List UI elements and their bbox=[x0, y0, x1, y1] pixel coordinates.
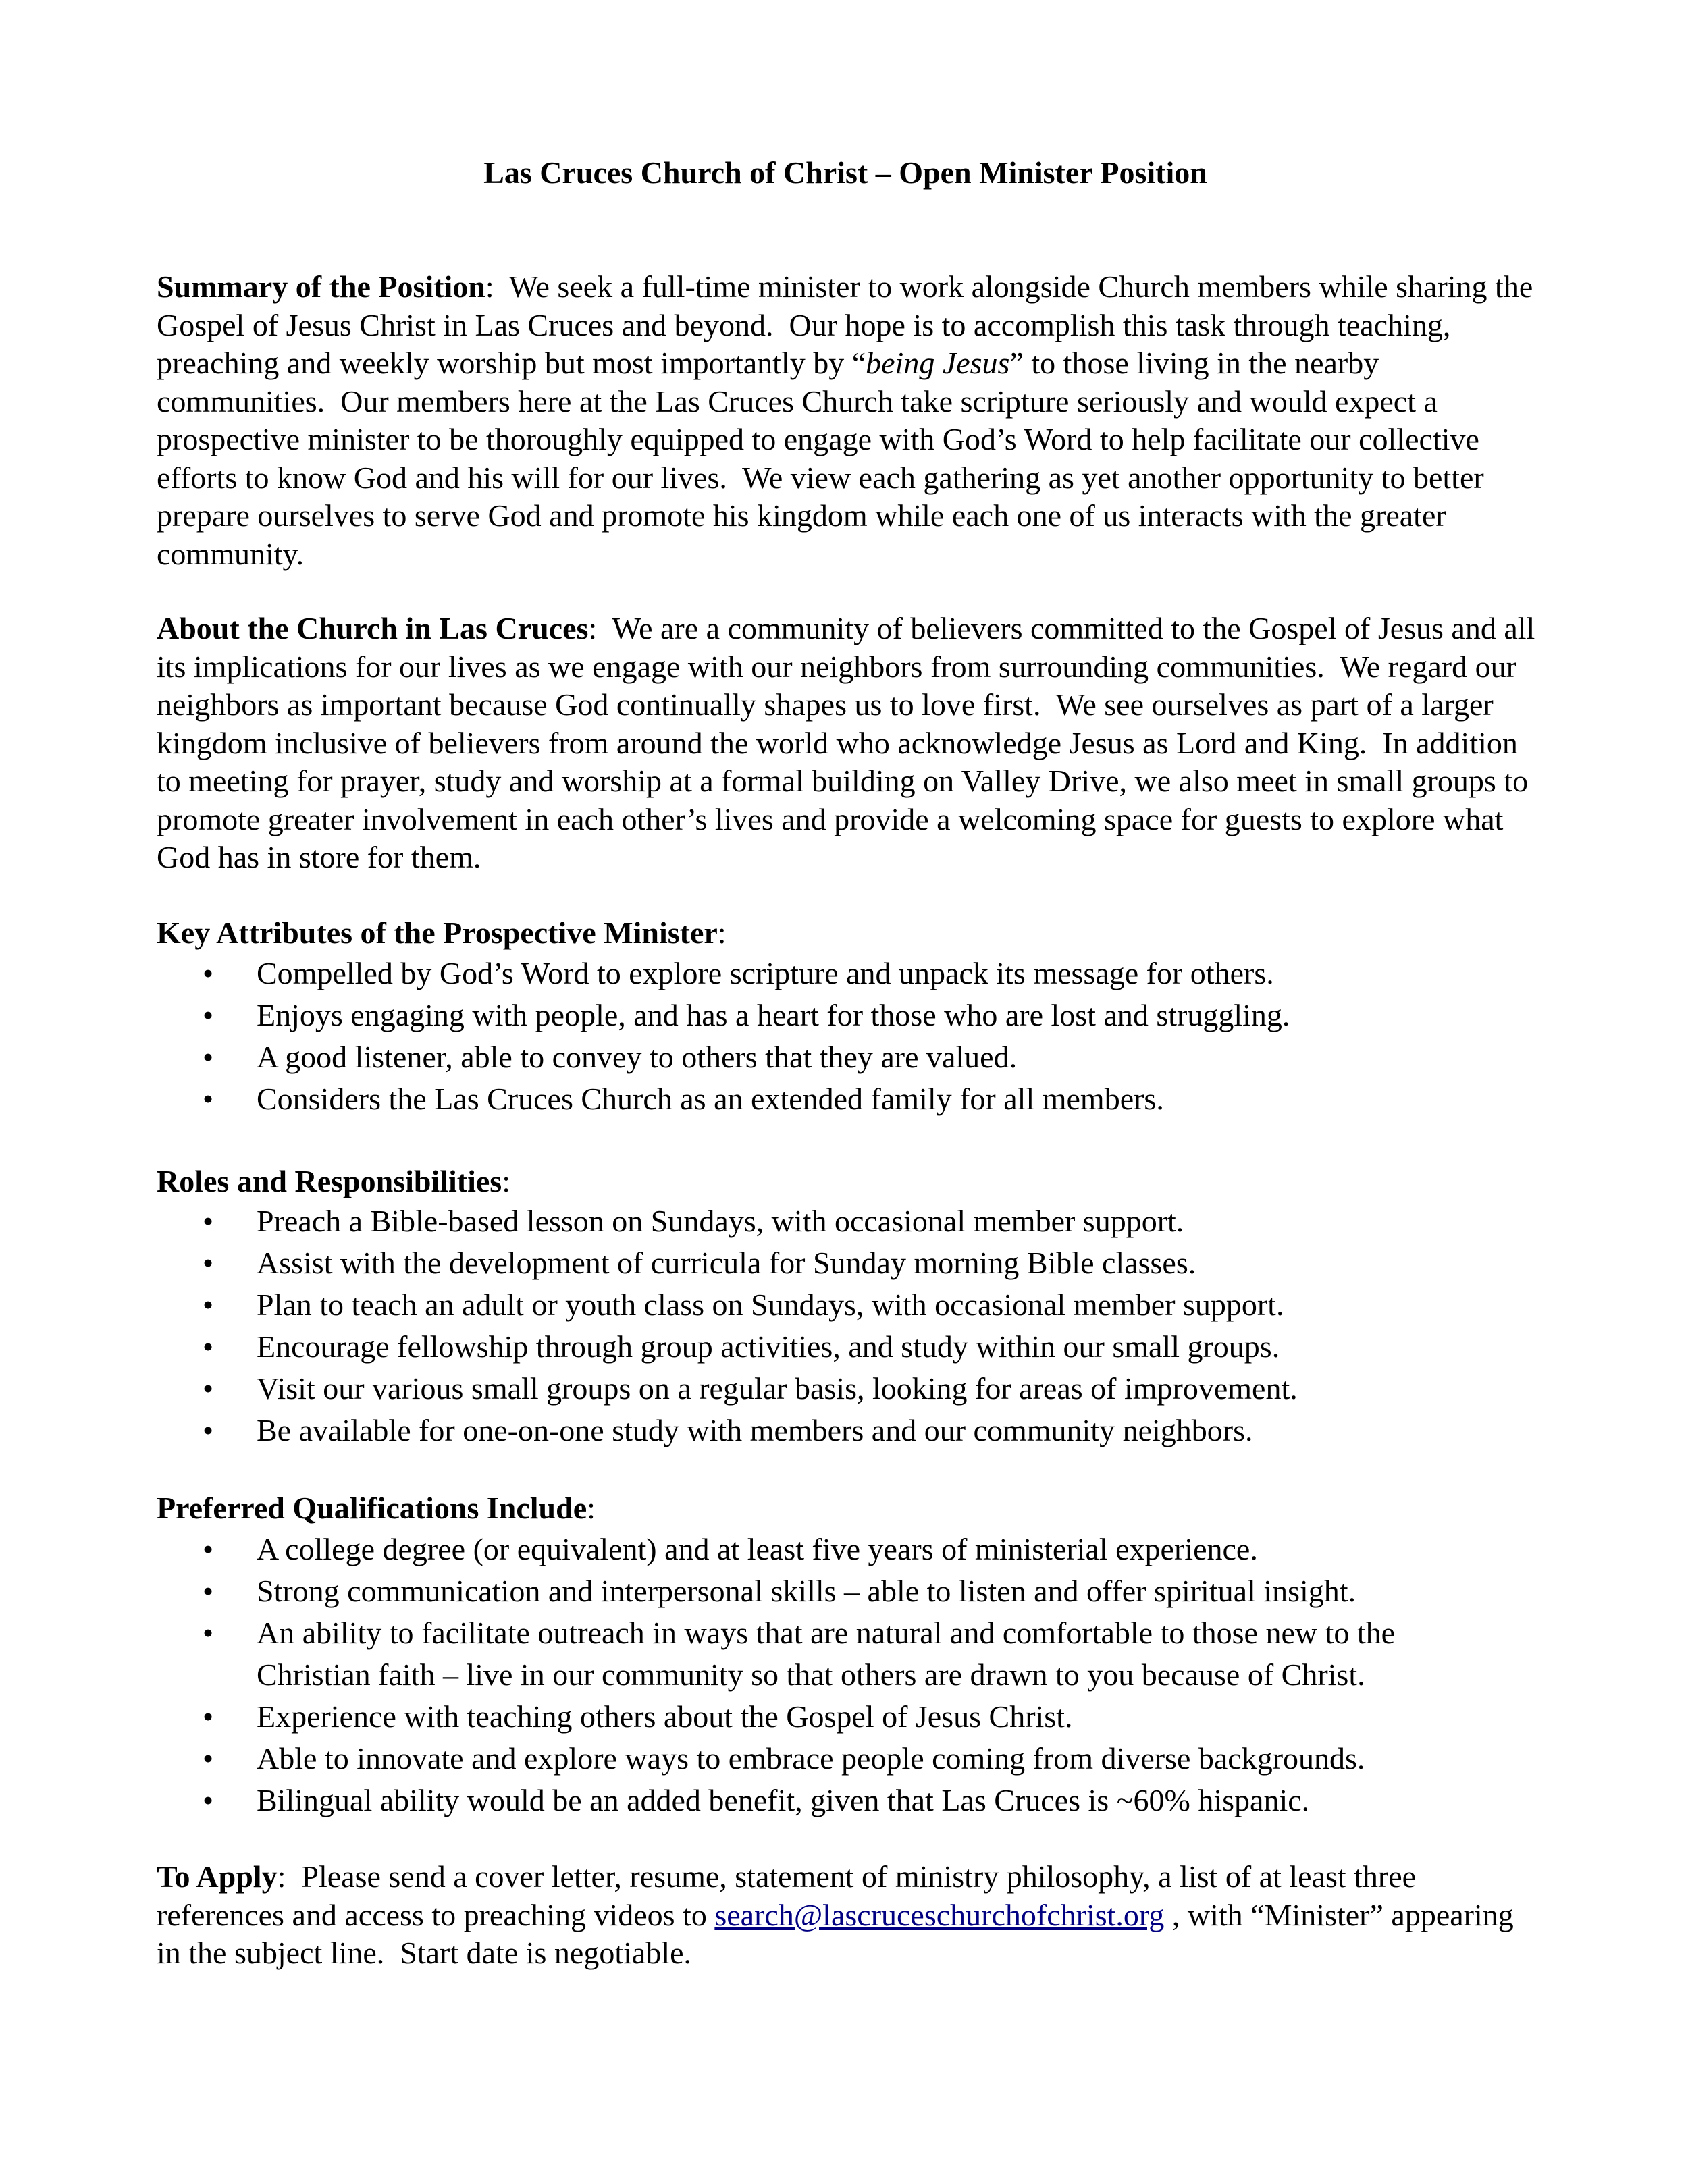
bullet-icon: • bbox=[203, 1082, 214, 1116]
summary-text-before: We seek a full-time minister to work alongside Church members while sharing the Gospel of Jesus Christ in Las Cruces and beyond. Our hope is to accomplish this task through teaching, preaching and weekly worship but most importantly by “ bbox=[157, 269, 1541, 380]
list-item-text: Considers the Las Cruces Church as an extended family for all members. bbox=[257, 1082, 1164, 1116]
bullet-icon: • bbox=[203, 1532, 214, 1566]
list-item-text: A college degree (or equivalent) and at least five years of ministerial experience. bbox=[257, 1532, 1258, 1566]
bullet-icon: • bbox=[203, 998, 214, 1032]
apply-text-before: Please send a cover letter, resume, statement of ministry philosophy, a list of at least three references and access to preaching videos to bbox=[157, 1859, 1424, 1932]
attributes-label: Key Attributes of the Prospective Minister bbox=[157, 915, 718, 950]
list-item-text: Compelled by God’s Word to explore scripture and unpack its message for others. bbox=[257, 956, 1274, 990]
list-item-text: Encourage fellowship through group activities, and study within our small groups. bbox=[257, 1329, 1280, 1364]
list-item-text: An ability to facilitate outreach in ways that are natural and comfortable to those new to the Christian faith – live in our community so that others are drawn to you because of Christ. bbox=[257, 1616, 1403, 1692]
list-item-text: Bilingual ability would be an added benefit, given that Las Cruces is ~60% hispanic. bbox=[257, 1783, 1310, 1817]
roles-colon: : bbox=[502, 1164, 510, 1198]
list-item bbox=[157, 1368, 1541, 1410]
summary-emphasis: being Jesus bbox=[866, 346, 1010, 380]
apply-label: To Apply bbox=[157, 1859, 278, 1894]
attributes-list bbox=[157, 953, 1541, 1120]
list-item-text: Experience with teaching others about the Gospel of Jesus Christ. bbox=[257, 1699, 1073, 1734]
bullet-icon: • bbox=[203, 956, 214, 990]
summary-text-after: ” to those living in the nearby communities. Our members here at the Las Cruces Church take scripture seriously and would expect a prospective minister to be thoroughly equipped to engage with God’s Word to help facilitate our collective efforts to know God and his will for our lives. We view each gathering as yet another opportunity to better prepare ourselves to serve God and promote his kingdom while each one of us interacts with the greater community. bbox=[157, 346, 1492, 571]
list-item-text: Visit our various small groups on a regular basis, looking for areas of improvement. bbox=[257, 1371, 1298, 1406]
list-item bbox=[157, 1410, 1541, 1451]
list-item bbox=[157, 1200, 1541, 1242]
list-item-text: A good listener, able to convey to others that they are valued. bbox=[257, 1040, 1018, 1074]
list-item bbox=[157, 1696, 1541, 1738]
list-item bbox=[157, 994, 1541, 1036]
about-colon: : bbox=[588, 611, 598, 645]
list-item-text: Strong communication and interpersonal skills – able to listen and offer spiritual insight. bbox=[257, 1574, 1356, 1608]
about-label: About the Church in Las Cruces bbox=[157, 611, 589, 645]
list-item bbox=[157, 1528, 1541, 1570]
list-item bbox=[157, 1612, 1541, 1696]
qualifications-heading bbox=[157, 1489, 596, 1527]
list-item-text: Enjoys engaging with people, and has a heart for those who are lost and struggling. bbox=[257, 998, 1290, 1032]
attributes-colon: : bbox=[717, 915, 727, 950]
apply-paragraph bbox=[157, 1858, 1541, 1973]
qualifications-colon: : bbox=[587, 1491, 596, 1525]
bullet-icon: • bbox=[203, 1413, 214, 1447]
list-item-text: Assist with the development of curricula for Sunday morning Bible classes. bbox=[257, 1246, 1196, 1280]
list-item bbox=[157, 1078, 1541, 1120]
list-item bbox=[157, 1242, 1541, 1284]
list-item bbox=[157, 1284, 1541, 1326]
list-item bbox=[157, 1738, 1541, 1780]
attributes-heading bbox=[157, 914, 727, 952]
list-item bbox=[157, 1326, 1541, 1368]
list-item bbox=[157, 1570, 1541, 1612]
bullet-icon: • bbox=[203, 1204, 214, 1238]
email-link[interactable]: search@lascruceschurchofchrist.org bbox=[714, 1897, 1165, 1932]
apply-colon: : bbox=[277, 1859, 286, 1894]
summary-paragraph bbox=[157, 268, 1541, 573]
about-text: We are a community of believers committed to the Gospel of Jesus and all its implications for our lives as we engage with our neighbors from surrounding communities. We regard our neighbors as important because God continually shapes us to love first. We see ourselves as part of a larger kingdom inclusive of believers from around the world who acknowledge Jesus as Lord and King. In addition to meeting for prayer, study and worship at a formal building on Valley Drive, we also meet in small groups to promote greater involvement in each other’s lives and provide a welcoming space for guests to explore what God has in store for them. bbox=[157, 611, 1543, 874]
page-title: Las Cruces Church of Christ – Open Minister Position bbox=[483, 155, 1207, 190]
qualifications-label: Preferred Qualifications Include bbox=[157, 1491, 587, 1525]
apply-text-after: , with “Minister” appearing in the subject line. Start date is negotiable. bbox=[157, 1897, 1522, 1970]
bullet-icon: • bbox=[203, 1040, 214, 1074]
bullet-icon: • bbox=[203, 1329, 214, 1364]
list-item bbox=[157, 1036, 1541, 1078]
bullet-icon: • bbox=[203, 1246, 214, 1280]
roles-heading bbox=[157, 1163, 510, 1200]
about-paragraph bbox=[157, 610, 1541, 877]
roles-label: Roles and Responsibilities bbox=[157, 1164, 502, 1198]
list-item bbox=[157, 953, 1541, 994]
list-item-text: Able to innovate and explore ways to embrace people coming from diverse backgrounds. bbox=[257, 1741, 1365, 1776]
list-item-text: Be available for one-on-one study with members and our community neighbors. bbox=[257, 1413, 1253, 1447]
roles-list bbox=[157, 1200, 1541, 1451]
bullet-icon: • bbox=[203, 1574, 214, 1608]
bullet-icon: • bbox=[203, 1616, 214, 1650]
bullet-icon: • bbox=[203, 1287, 214, 1322]
qualifications-list bbox=[157, 1528, 1541, 1821]
summary-colon: : bbox=[485, 269, 494, 304]
list-item-text: Preach a Bible-based lesson on Sundays, with occasional member support. bbox=[257, 1204, 1184, 1238]
list-item-text: Plan to teach an adult or youth class on Sundays, with occasional member support. bbox=[257, 1287, 1284, 1322]
summary-label: Summary of the Position bbox=[157, 269, 485, 304]
bullet-icon: • bbox=[203, 1741, 214, 1776]
list-item bbox=[157, 1780, 1541, 1821]
bullet-icon: • bbox=[203, 1783, 214, 1817]
bullet-icon: • bbox=[203, 1371, 214, 1406]
bullet-icon: • bbox=[203, 1699, 214, 1734]
